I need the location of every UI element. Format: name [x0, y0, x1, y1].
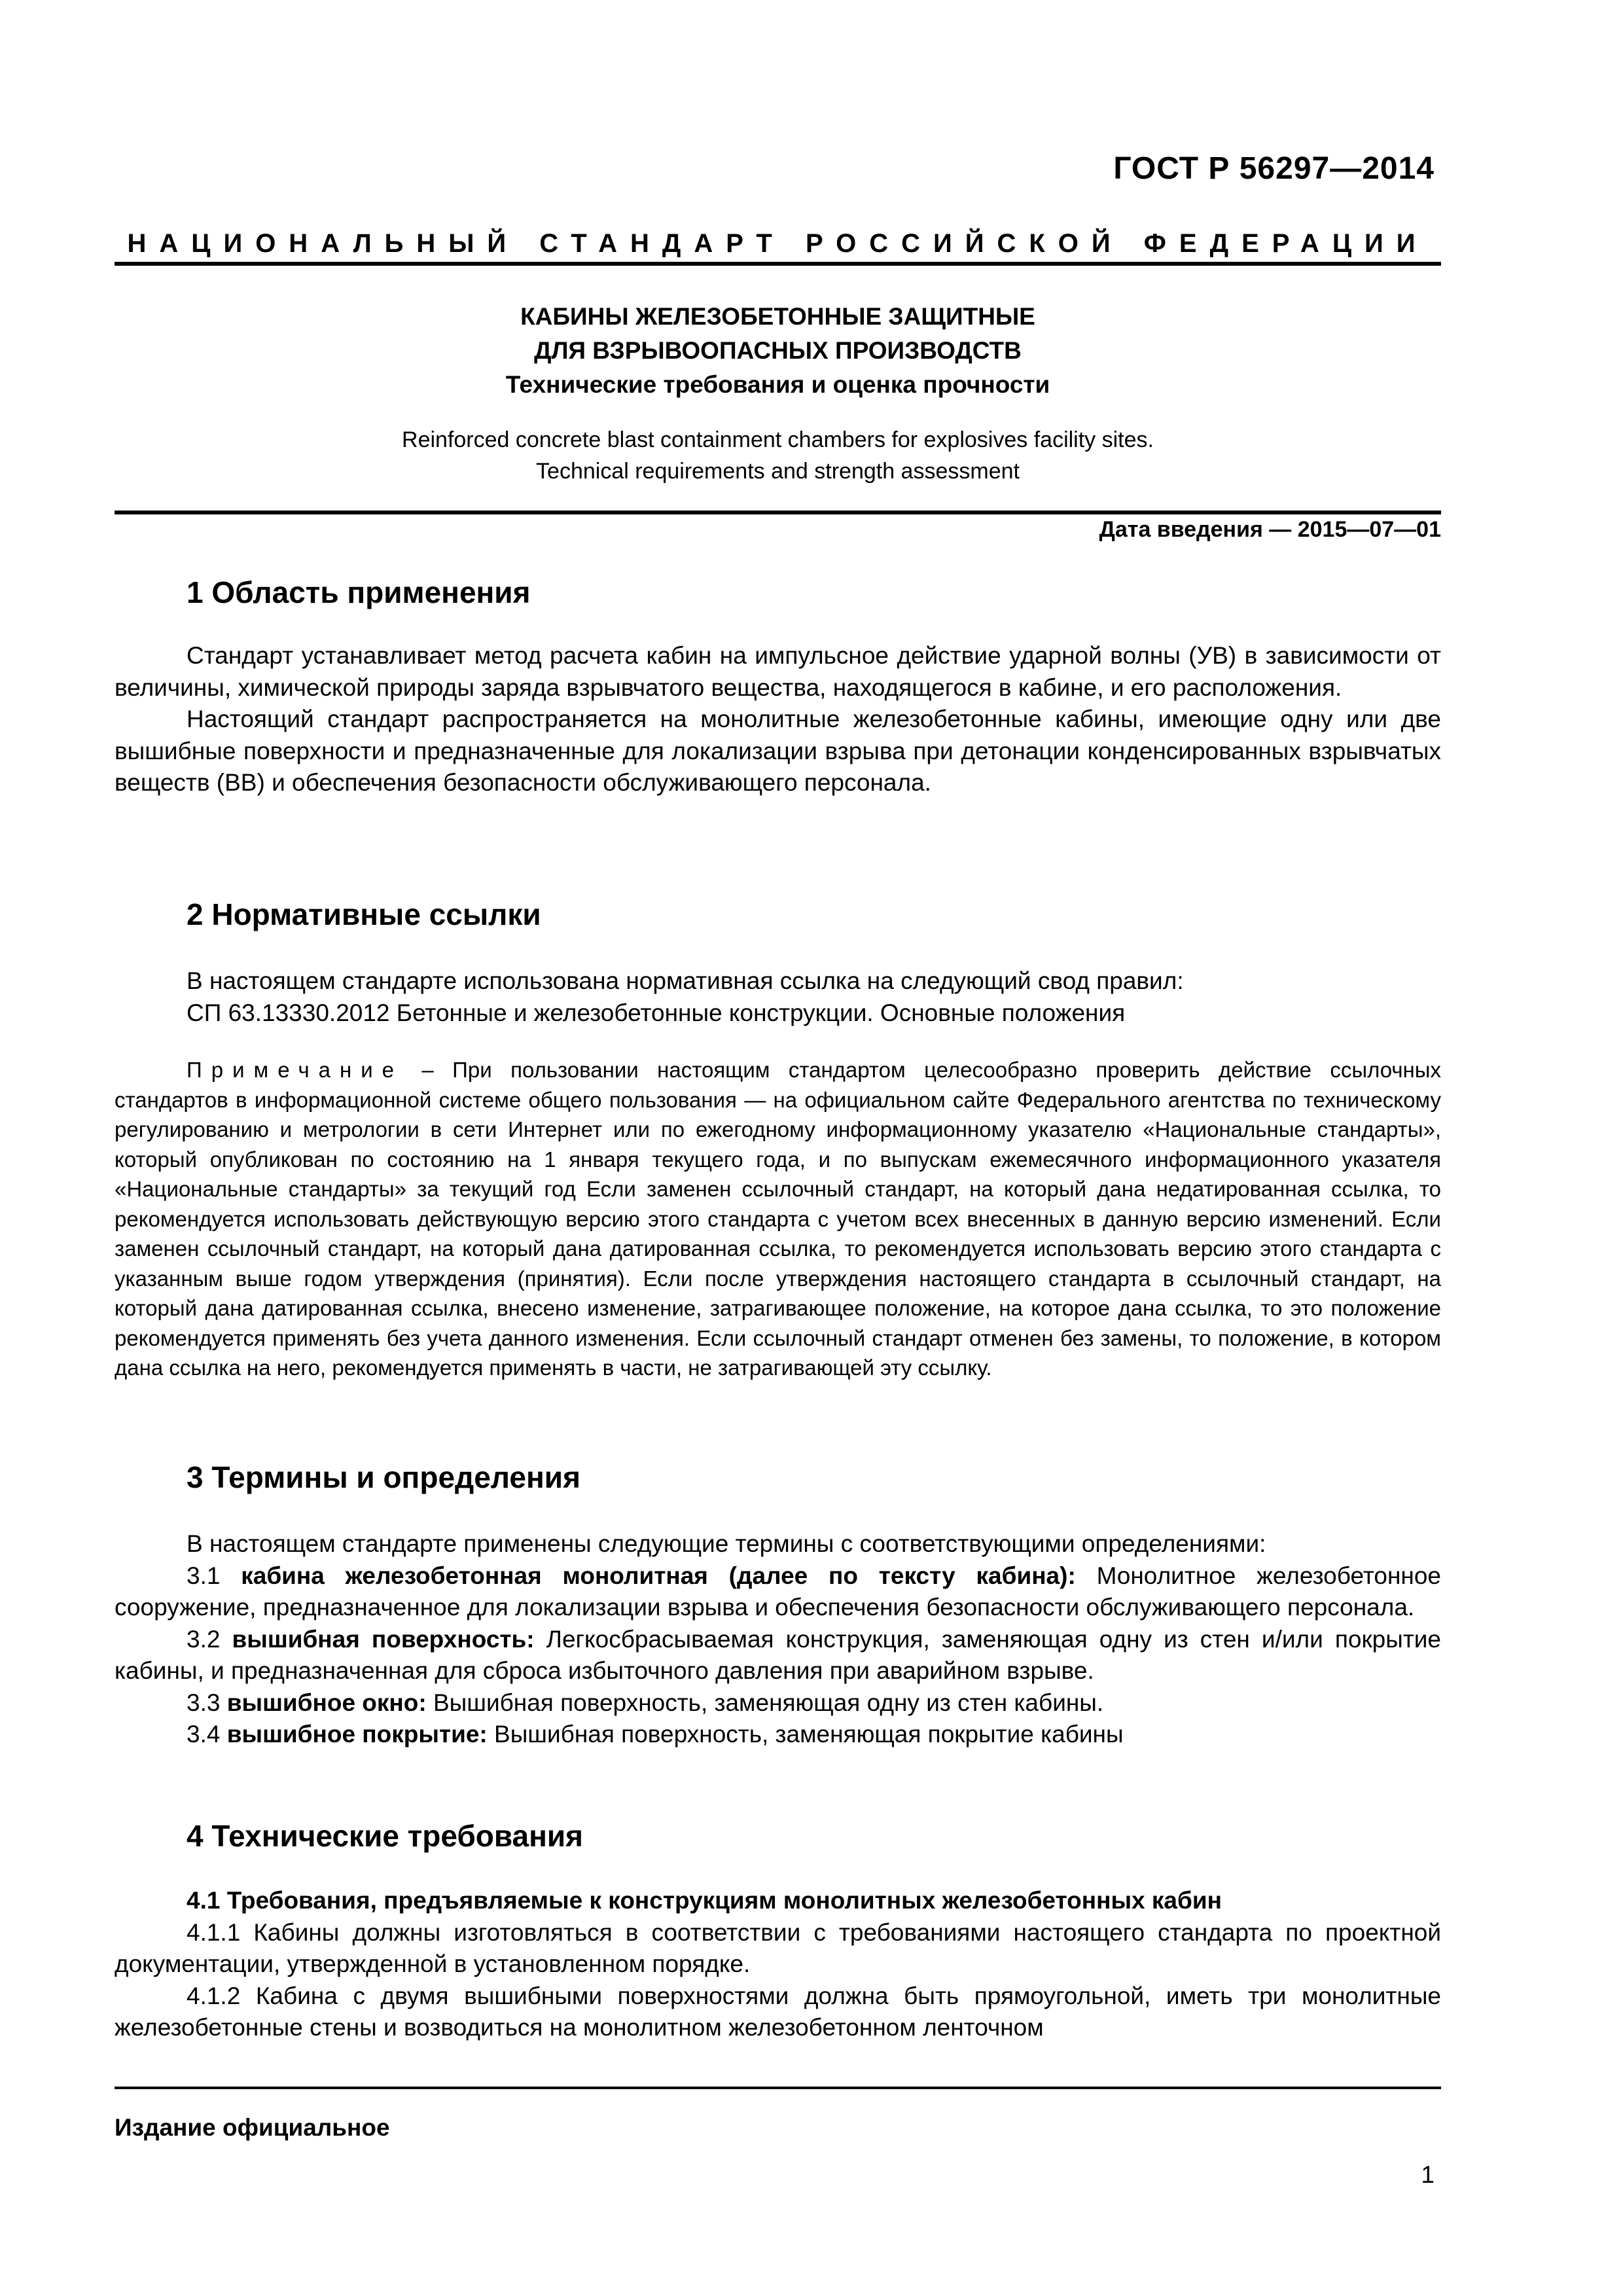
section-2-reference: СП 63.13330.2012 Бетонные и железобетонные конструкции. Основные положения — [187, 999, 1126, 1026]
section-2-note — [115, 1055, 1441, 1383]
term-3-2-definition: Легкосбрасываемая конструкция, заменяющая одну из стен и/или покрытие кабины, и предназначенная для сброса избыточного давления при аварийном взрыве. — [115, 1625, 1442, 1684]
subsection-4-1-heading: 4.1 Требования, предъявляемые к конструкциям монолитных железобетонных кабин — [187, 1887, 1222, 1914]
section-1-heading: 1 Область применения — [187, 575, 531, 609]
section-1-paragraph-1: Стандарт устанавливает метод расчета кабин на импульсное действие ударной волны (УВ) в зависимости от величины, химической природы заряда взрывчатого вещества, находящегося в кабине, и его расположения. — [115, 642, 1441, 701]
term-3-2-name: вышибная поверхность: — [232, 1625, 535, 1653]
title-rule — [115, 511, 1441, 514]
footer-rule — [115, 2087, 1441, 2089]
section-4-paragraph-4-1-2: 4.1.2 Кабина с двумя вышибными поверхностями должна быть прямоугольной, иметь три монолитные железобетонные стены и возводиться на монолитном железобетонном ленточном — [115, 1982, 1441, 2041]
section-1-body — [115, 640, 1441, 799]
term-3-4-name: вышибное покрытие: — [226, 1721, 488, 1748]
section-3-intro: В настоящем стандарте применены следующие термины с соответствующими определениями: — [187, 1530, 1266, 1557]
english-title-line-2: Technical requirements and strength assessment — [536, 459, 1020, 484]
english-title-block — [115, 424, 1441, 487]
section-2-body — [115, 965, 1441, 1029]
section-2-paragraph-1: В настоящем стандарте использована нормативная ссылка на следующий свод правил: — [187, 967, 1184, 994]
title-subtitle: Технические требования и оценка прочности — [505, 371, 1050, 398]
section-3-body — [115, 1528, 1441, 1751]
doc-number: ГОСТ Р 56297—2014 — [1113, 151, 1435, 186]
section-1-paragraph-2: Настоящий стандарт распространяется на монолитные железобетонные кабины, имеющие одну или две вышибные поверхности и предназначенные для локализации взрыва при детонации конденсированных взрывчатых веществ (ВВ) и обеспечения безопасности обслуживающего персонала. — [115, 706, 1441, 796]
section-4-body — [115, 1885, 1441, 2044]
term-3-4-definition: Вышибная поверхность, заменяющая покрытие кабины — [487, 1721, 1124, 1748]
national-standard-banner: НАЦИОНАЛЬНЫЙ СТАНДАРТ РОССИЙСКОЙ ФЕДЕРАЦИИ — [127, 229, 1429, 258]
section-4-paragraph-4-1-1: 4.1.1 Кабины должны изготовляться в соответствии с требованиями настоящего стандарта по проектной документации, утвержденной в установленном порядке. — [115, 1918, 1441, 1977]
term-3-3: 3.3 вышибное окно: Вышибная поверхность, заменяющая одну из стен кабины. — [187, 1689, 1104, 1716]
section-4-heading: 4 Технические требования — [187, 1819, 583, 1853]
title-line-1: КАБИНЫ ЖЕЛЕЗОБЕТОННЫЕ ЗАЩИТНЫЕ — [520, 303, 1035, 330]
term-3-4: 3.4 вышибное покрытие: Вышибная поверхность, заменяющая покрытие кабины — [187, 1721, 1124, 1748]
title-line-2: ДЛЯ ВЗРЫВООПАСНЫХ ПРОИЗВОДСТВ — [534, 337, 1022, 364]
official-edition-label: Издание официальное — [115, 2114, 390, 2141]
english-title-line-1: Reinforced concrete blast containment chambers for explosives facility sites. — [402, 427, 1154, 452]
note-label: Примечание — [187, 1058, 404, 1082]
section-2-heading: 2 Нормативные ссылки — [187, 897, 541, 931]
header-rule — [115, 262, 1441, 266]
section-3-heading: 3 Термины и определения — [187, 1460, 580, 1494]
intro-date: Дата введения — 2015—07—01 — [1099, 517, 1441, 542]
term-3-1-definition: Монолитное железобетонное сооружение, предназначенное для локализации взрыва и обеспечения безопасности обслуживающего персонала. — [115, 1562, 1442, 1621]
term-3-3-definition: Вышибная поверхность, заменяющая одну из стен кабины. — [426, 1689, 1104, 1716]
term-3-2: 3.2 вышибная поверхность: Легкосбрасываемая конструкция, заменяющая одну из стен и/или покрытие кабины, и предназначенная для сброса избыточного давления при аварийном взрыве. — [115, 1625, 1442, 1684]
page-number: 1 — [1421, 2161, 1435, 2188]
term-3-1: 3.1 кабина железобетонная монолитная (далее по тексту кабина): Монолитное железобетонное сооружение, предназначенное для локализации взрыва и обеспечения безопасности обслуживающего персонала. — [115, 1562, 1442, 1621]
note-text: – При пользовании настоящим стандартом целесообразно проверить действие ссылочных стандартов в информационной системе общего пользования — на официальном сайте Федерального агентства по техническому регулированию и метрологии в сети Интернет или по ежегодному информационному указателю «Национальные стандарты», который опубликован по состоянию на 1 января текущего года, и по выпускам ежемесячного информационного указателя «Национальные стандарты» за текущий год Если заменен ссылочный стандарт, на который дана недатированная ссылка, то рекомендуется использовать действующую версию этого стандарта с учетом всех внесенных в данную версию изменений. Если заменен ссылочный стандарт, на который дана датированная ссылка, то рекомендуется использовать версию этого стандарта с указанным выше годом утверждения (принятия). Если после утверждения настоящего стандарта в ссылочный стандарт, на который дана датированная ссылка, внесено изменение, затрагивающее положение, на которое дана ссылка, то это положение рекомендуется применять без учета данного изменения. Если ссылочный стандарт отменен без замены, то положение, в котором дана ссылка на него, рекомендуется применять в части, не затрагивающей эту ссылку. — [115, 1058, 1441, 1380]
title-block — [115, 300, 1441, 402]
term-3-3-name: вышибное окно: — [226, 1689, 427, 1716]
term-3-1-name: кабина железобетонная монолитная (далее по тексту кабина): — [241, 1562, 1076, 1589]
